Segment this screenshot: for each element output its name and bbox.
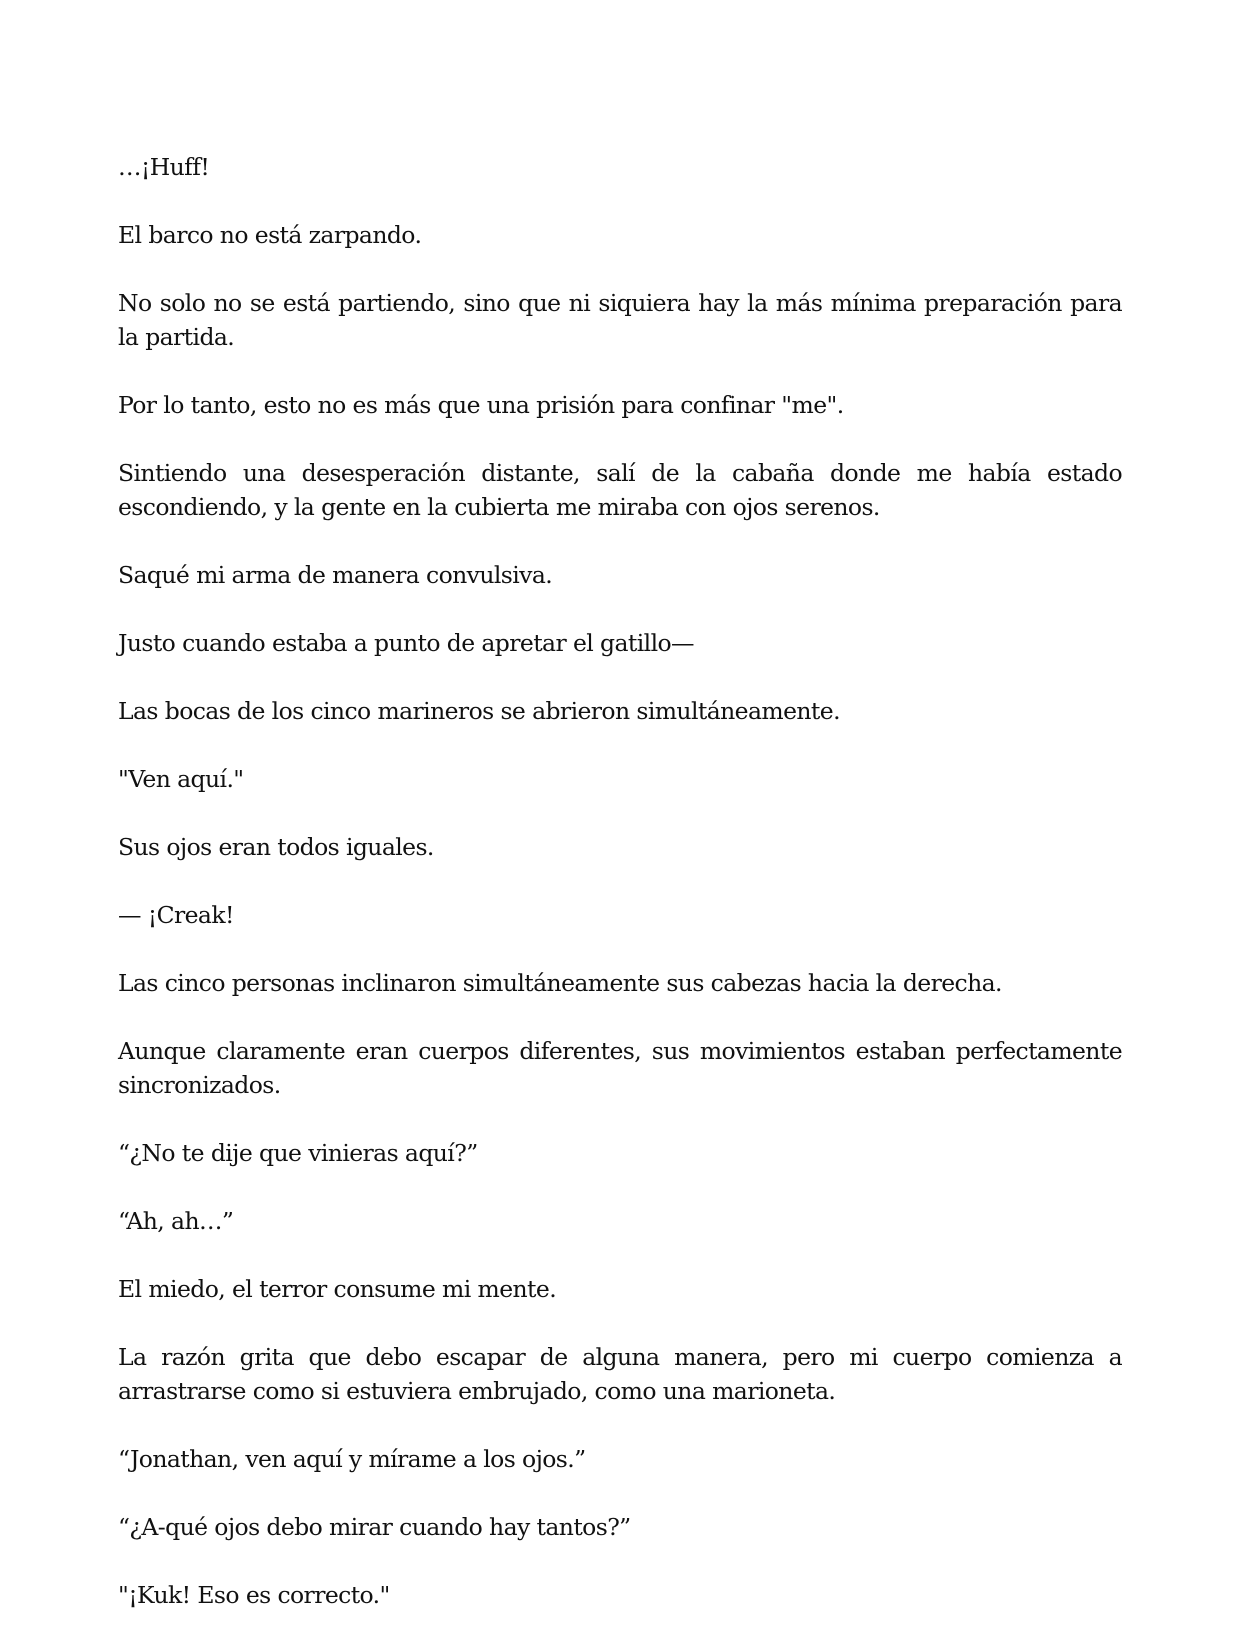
paragraph: Las bocas de los cinco marineros se abrieron simultáneamente.: [118, 697, 840, 725]
paragraph: Saqué mi arma de manera convulsiva.: [118, 561, 553, 589]
paragraph: "¡Kuk! Eso es correcto.": [118, 1581, 390, 1609]
paragraph: Sus ojos eran todos iguales.: [118, 833, 434, 861]
paragraph: El barco no está zarpando.: [118, 221, 422, 249]
paragraph: La razón grita que debo escapar de alguna manera, pero mi cuerpo comienza a arrastrarse como si estuviera embrujado, como una marioneta.: [118, 1343, 1122, 1405]
paragraph: — ¡Creak!: [118, 901, 234, 929]
paragraph: “¿No te dije que vinieras aquí?”: [118, 1139, 478, 1167]
paragraph: Sintiendo una desesperación distante, salí de la cabaña donde me había estado escondiendo, y la gente en la cubierta me miraba con ojos serenos.: [118, 459, 1122, 521]
paragraph: No solo no se está partiendo, sino que ni siquiera hay la más mínima preparación para la partida.: [118, 289, 1122, 351]
paragraph: Por lo tanto, esto no es más que una prisión para confinar "me".: [118, 391, 844, 419]
paragraph: Aunque claramente eran cuerpos diferentes, sus movimientos estaban perfectamente sincronizados.: [118, 1037, 1122, 1099]
paragraph: "Ven aquí.": [118, 765, 244, 793]
paragraph: Las cinco personas inclinaron simultáneamente sus cabezas hacia la derecha.: [118, 969, 1002, 997]
paragraph: Justo cuando estaba a punto de apretar el gatillo—: [118, 629, 694, 657]
paragraph: “Jonathan, ven aquí y mírame a los ojos.”: [118, 1445, 586, 1473]
paragraph: “¿A-qué ojos debo mirar cuando hay tantos?”: [118, 1513, 631, 1541]
paragraph: “Ah, ah…”: [118, 1207, 234, 1235]
paragraph: …¡Huff!: [118, 153, 210, 181]
paragraph: El miedo, el terror consume mi mente.: [118, 1275, 557, 1303]
document-body: [118, 150, 1122, 1646]
